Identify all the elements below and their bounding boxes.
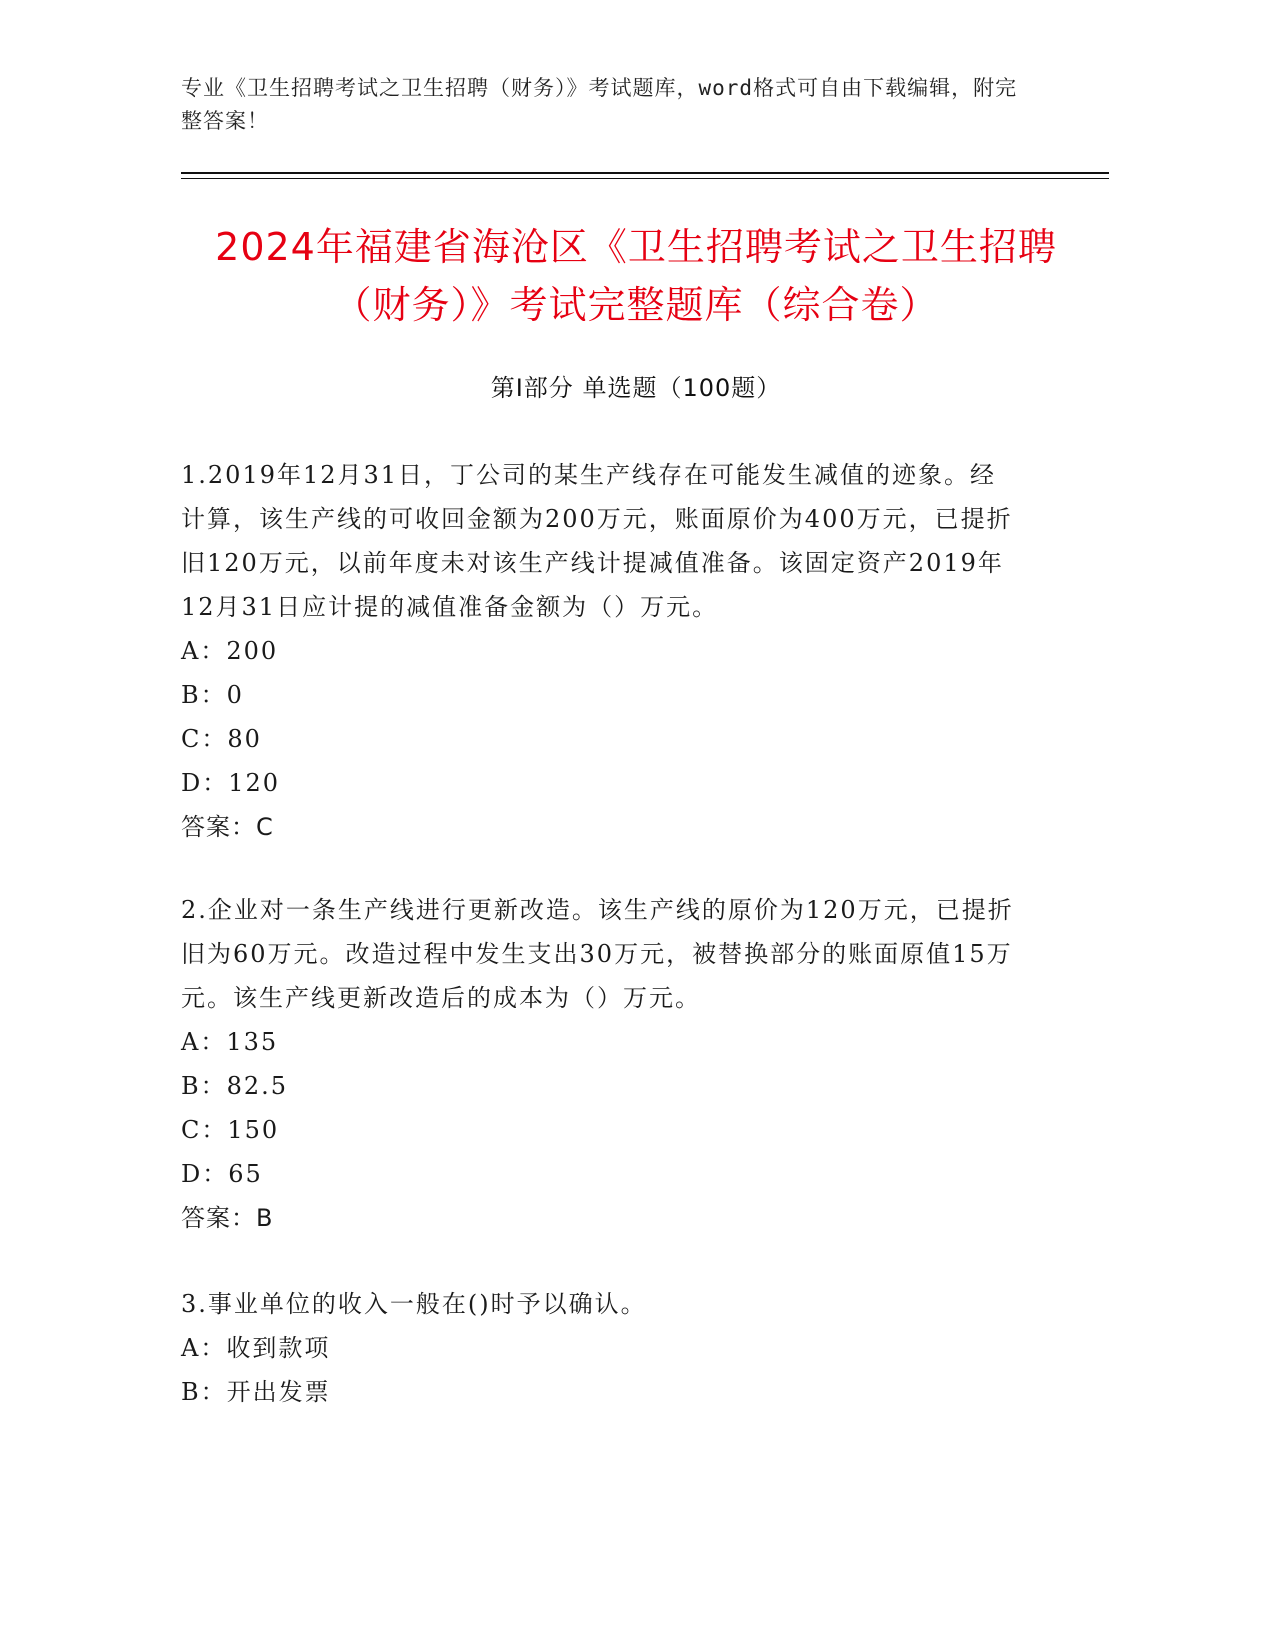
- header-divider-thin: [181, 178, 1109, 179]
- section-title: 第Ⅰ部分 单选题（100题）: [490, 374, 782, 402]
- option-b: B：开出发票: [181, 1378, 331, 1406]
- option-a: A：200: [181, 637, 279, 665]
- answer: 答案：B: [181, 1204, 274, 1232]
- question-3: [181, 1282, 1021, 1414]
- option-a: A：收到款项: [181, 1334, 331, 1362]
- option-d: D：120: [181, 769, 281, 797]
- question-stem: 2.企业对一条生产线进行更新改造。该生产线的原价为120万元，已提折旧为60万元。改造过程中发生支出30万元，被替换部分的账面原值15万元。该生产线更新改造后的成本为（）万元。: [181, 896, 1014, 1012]
- option-b: B：0: [181, 681, 244, 709]
- question-stem: 3.事业单位的收入一般在()时予以确认。: [181, 1290, 647, 1318]
- answer: 答案：C: [181, 813, 274, 841]
- question-2: [181, 888, 1021, 1240]
- document-title: 2024年福建省海沧区《卫生招聘考试之卫生招聘（财务）》考试完整题库（综合卷）: [215, 225, 1057, 327]
- option-a: A：135: [181, 1028, 279, 1056]
- option-c: C：150: [181, 1116, 280, 1144]
- header-divider-thick: [181, 172, 1109, 174]
- option-c: C：80: [181, 725, 262, 753]
- question-1: [181, 453, 1021, 849]
- question-stem: 1.2019年12月31日，丁公司的某生产线存在可能发生减值的迹象。经计算，该生产线的可收回金额为200万元，账面原价为400万元，已提折旧120万元，以前年度未对该生产线计提减值准备。该固定资产2019年12月31日应计提的减值准备金额为（）万元。: [181, 461, 1013, 621]
- option-d: D：65: [181, 1160, 263, 1188]
- option-b: B：82.5: [181, 1072, 289, 1100]
- header-note: 专业《卫生招聘考试之卫生招聘（财务）》考试题库，word格式可自由下载编辑，附完整答案！: [181, 76, 1018, 133]
